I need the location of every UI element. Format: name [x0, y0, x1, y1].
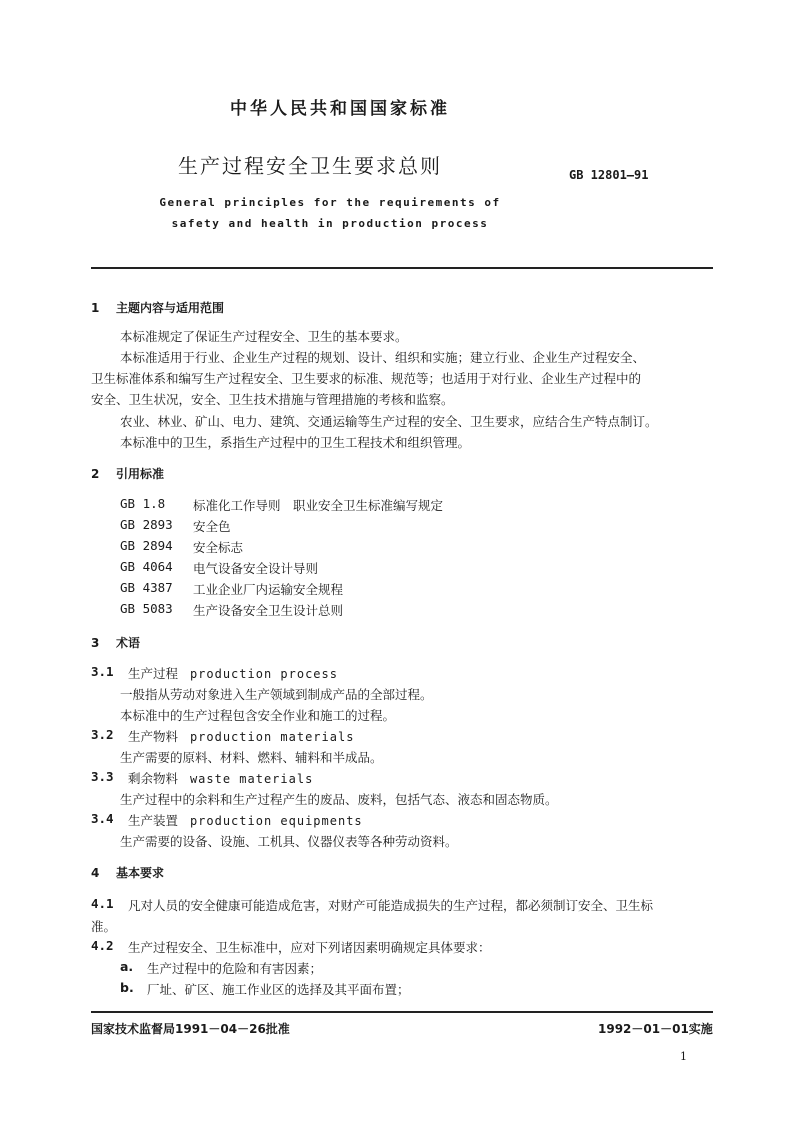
- term-definition: 生产过程中的余料和生产过程产生的废品、废料，包括气态、液态和固态物质。: [120, 792, 558, 807]
- clause-text: 生产过程安全、卫生标准中，应对下列诸因素明确规定具体要求：: [128, 940, 491, 955]
- english-title-line-1: General principles for the requirements of: [159, 196, 501, 209]
- term-number: 3.3: [91, 769, 114, 784]
- header-divider: [91, 267, 713, 269]
- paragraph: 农业、林业、矿山、电力、建筑、交通运输等生产过程的安全、卫生要求，应结合生产特点制订。: [120, 414, 658, 429]
- term-heading: [128, 811, 363, 829]
- section-number: 1: [91, 301, 100, 315]
- paragraph: 本标准适用于行业、企业生产过程的规划、设计、组织和实施；建立行业、企业生产过程安全、: [120, 350, 646, 365]
- term-cn: 生产装置: [128, 813, 179, 828]
- section-3-heading: [91, 634, 140, 651]
- term-cn: 生产过程: [128, 666, 179, 681]
- term-number: 3.4: [91, 811, 114, 826]
- term-number: 3.1: [91, 664, 114, 679]
- section-2-heading: [91, 465, 164, 482]
- reference-code: GB 4387: [120, 580, 173, 595]
- section-number: 2: [91, 467, 100, 481]
- reference-title: 安全色: [193, 519, 231, 534]
- footer-divider: [91, 1011, 713, 1013]
- term-definition: 生产需要的设备、设施、工机具、仪器仪表等各种劳动资料。: [120, 834, 458, 849]
- term-en: production materials: [189, 730, 355, 744]
- reference-title: 工业企业厂内运输安全规程: [193, 582, 344, 597]
- document-title: 生产过程安全卫生要求总则: [178, 154, 442, 178]
- standard-number: GB 12801—91: [569, 168, 649, 182]
- reference-title: 标准化工作导则 职业安全卫生标准编写规定: [193, 498, 444, 513]
- national-standard-heading: 中华人民共和国国家标准: [230, 99, 450, 119]
- clause-text: 准。: [91, 919, 117, 934]
- effective-date: 1992－01－01实施: [598, 1022, 713, 1036]
- approval-date: 国家技术监督局1991－04－26批准: [91, 1022, 290, 1036]
- reference-code: GB 5083: [120, 601, 173, 616]
- term-heading: [128, 664, 338, 682]
- section-title: 引用标准: [116, 467, 165, 481]
- reference-code: GB 2894: [120, 538, 173, 553]
- section-number: 4: [91, 866, 100, 880]
- english-title-line-2: safety and health in production process: [171, 217, 489, 230]
- term-definition: 一般指从劳动对象进入生产领域到制成产品的全部过程。: [120, 687, 433, 702]
- list-marker: b.: [120, 980, 134, 995]
- list-marker: a.: [120, 959, 134, 974]
- term-en: production equipments: [189, 814, 363, 828]
- section-number: 3: [91, 636, 100, 650]
- paragraph: 本标准中的卫生，系指生产过程中的卫生工程技术和组织管理。: [120, 435, 471, 450]
- section-title: 术语: [116, 636, 141, 650]
- page-number: 1: [680, 1050, 687, 1063]
- list-item: 厂址、矿区、施工作业区的选择及其平面布置；: [147, 982, 410, 997]
- term-definition: 本标准中的生产过程包含安全作业和施工的过程。: [120, 708, 396, 723]
- section-title: 基本要求: [116, 866, 165, 880]
- paragraph: 安全、卫生状况，安全、卫生技术措施与管理措施的考核和监察。: [91, 392, 454, 407]
- list-item: 生产过程中的危险和有害因素；: [147, 961, 323, 976]
- term-heading: [128, 727, 354, 745]
- reference-title: 生产设备安全卫生设计总则: [193, 603, 344, 618]
- term-number: 3.2: [91, 727, 114, 742]
- reference-code: GB 2893: [120, 517, 173, 532]
- section-title: 主题内容与适用范围: [116, 301, 225, 315]
- term-en: production process: [189, 667, 338, 681]
- reference-code: GB 4064: [120, 559, 173, 574]
- clause-number: 4.1: [91, 896, 114, 911]
- term-en: waste materials: [189, 772, 314, 786]
- term-cn: 剩余物料: [128, 771, 179, 786]
- term-heading: [128, 769, 313, 787]
- section-1-heading: [91, 299, 224, 316]
- clause-text: 凡对人员的安全健康可能造成危害，对财产可能造成损失的生产过程，都必须制订安全、卫生标: [128, 898, 654, 913]
- clause-number: 4.2: [91, 938, 114, 953]
- paragraph: 卫生标准体系和编写生产过程安全、卫生要求的标准、规范等；也适用于对行业、企业生产过程中的: [91, 371, 642, 386]
- paragraph: 本标准规定了保证生产过程安全、卫生的基本要求。: [120, 329, 408, 344]
- term-definition: 生产需要的原料、材料、燃料、辅料和半成品。: [120, 750, 383, 765]
- reference-title: 电气设备安全设计导则: [193, 561, 319, 576]
- reference-code: GB 1.8: [120, 496, 166, 511]
- reference-title: 安全标志: [193, 540, 244, 555]
- term-cn: 生产物料: [128, 729, 179, 744]
- section-4-heading: [91, 864, 164, 881]
